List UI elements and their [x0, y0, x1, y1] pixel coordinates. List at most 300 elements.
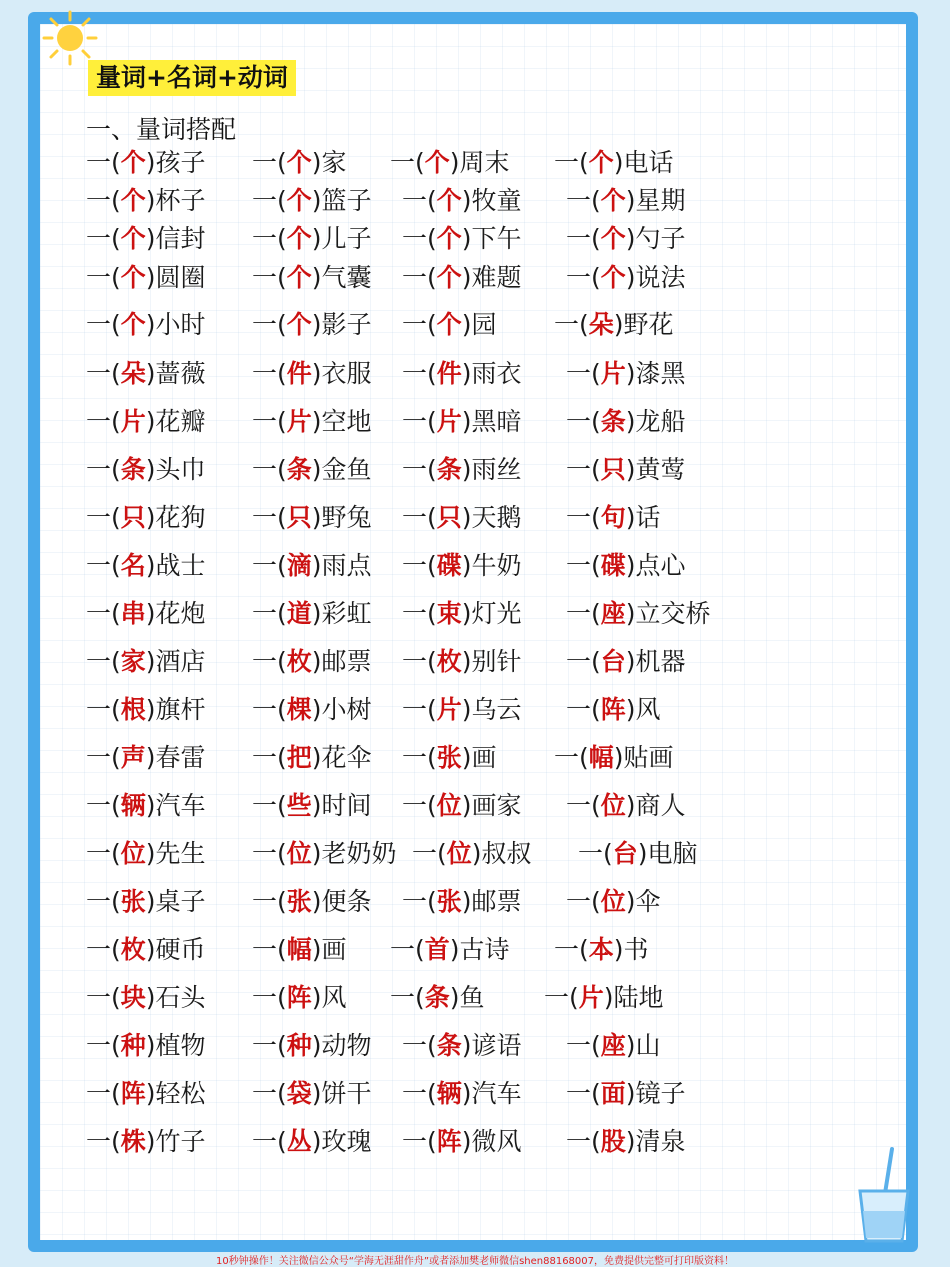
- phrase-prefix: 一(: [252, 263, 287, 292]
- phrase-paren: ): [145, 935, 156, 964]
- measure-phrase: [86, 1030, 206, 1062]
- noun: 空地: [321, 407, 372, 436]
- noun: 叔叔: [481, 839, 532, 868]
- phrase-paren: ): [145, 455, 156, 484]
- phrase-prefix: 一(: [566, 1031, 601, 1060]
- measure-phrase: [402, 886, 522, 918]
- phrase-prefix: 一(: [86, 1031, 121, 1060]
- noun: 先生: [155, 839, 206, 868]
- measure-phrase: [252, 262, 372, 294]
- phrase-prefix: 一(: [86, 455, 121, 484]
- noun: 小时: [155, 310, 206, 339]
- measure-phrase: [402, 309, 497, 341]
- phrase-paren: ): [145, 599, 156, 628]
- noun: 影子: [321, 310, 372, 339]
- phrase-prefix: 一(: [86, 551, 121, 580]
- measure-word: 个: [436, 263, 462, 292]
- phrase-prefix: 一(: [402, 887, 437, 916]
- phrase-paren: ): [311, 695, 322, 724]
- phrase-paren: ): [613, 743, 624, 772]
- measure-word: 位: [600, 887, 626, 916]
- measure-phrase: [252, 742, 372, 774]
- noun: 乌云: [471, 695, 522, 724]
- noun: 蔷薇: [155, 359, 206, 388]
- measure-phrase: [86, 454, 206, 486]
- phrase-paren: ): [461, 791, 472, 820]
- measure-word: 面: [600, 1079, 626, 1108]
- measure-phrase: [86, 502, 206, 534]
- measure-word: 枚: [436, 647, 462, 676]
- phrase-prefix: 一(: [554, 743, 589, 772]
- noun: 雨丝: [471, 455, 522, 484]
- phrase-prefix: 一(: [566, 407, 601, 436]
- measure-word: 件: [286, 359, 312, 388]
- phrase-paren: ): [145, 983, 156, 1012]
- measure-word: 条: [436, 455, 462, 484]
- measure-word: 台: [612, 839, 638, 868]
- measure-word: 个: [120, 224, 146, 253]
- measure-word: 条: [120, 455, 146, 484]
- phrase-prefix: 一(: [252, 647, 287, 676]
- measure-word: 幅: [588, 743, 614, 772]
- measure-phrase: [578, 838, 698, 870]
- noun: 谚语: [471, 1031, 522, 1060]
- phrase-paren: ): [461, 599, 472, 628]
- phrase-prefix: 一(: [86, 263, 121, 292]
- phrase-prefix: 一(: [554, 310, 589, 339]
- measure-phrase: [402, 598, 522, 630]
- phrase-prefix: 一(: [566, 263, 601, 292]
- phrase-prefix: 一(: [252, 1079, 287, 1108]
- measure-word: 张: [436, 887, 462, 916]
- phrase-paren: ): [311, 551, 322, 580]
- phrase-prefix: 一(: [402, 743, 437, 772]
- measure-phrase: [252, 358, 372, 390]
- measure-phrase: [402, 694, 522, 726]
- phrase-prefix: 一(: [86, 887, 121, 916]
- phrase-prefix: 一(: [566, 647, 601, 676]
- noun: 雨点: [321, 551, 372, 580]
- measure-phrase: [252, 598, 372, 630]
- noun: 画: [321, 935, 347, 964]
- measure-word: 只: [600, 455, 626, 484]
- phrase-paren: ): [311, 599, 322, 628]
- measure-word: 个: [436, 186, 462, 215]
- phrase-prefix: 一(: [252, 983, 287, 1012]
- noun: 电脑: [647, 839, 698, 868]
- phrase-paren: ): [311, 743, 322, 772]
- measure-word: 个: [286, 224, 312, 253]
- measure-word: 家: [120, 647, 146, 676]
- phrase-prefix: 一(: [402, 599, 437, 628]
- phrase-prefix: 一(: [554, 148, 589, 177]
- phrase-paren: ): [625, 407, 636, 436]
- phrase-paren: ): [311, 503, 322, 532]
- phrase-paren: ): [311, 1127, 322, 1156]
- measure-word: 个: [286, 310, 312, 339]
- measure-word: 个: [600, 186, 626, 215]
- measure-word: 块: [120, 983, 146, 1012]
- phrase-prefix: 一(: [390, 983, 425, 1012]
- measure-phrase: [402, 550, 522, 582]
- measure-word: 串: [120, 599, 146, 628]
- measure-phrase: [86, 982, 206, 1014]
- noun: 野兔: [321, 503, 372, 532]
- measure-phrase: [554, 309, 674, 341]
- measure-phrase: [86, 694, 206, 726]
- noun: 花狗: [155, 503, 206, 532]
- measure-word: 根: [120, 695, 146, 724]
- noun: 风: [635, 695, 661, 724]
- measure-word: 张: [120, 887, 146, 916]
- noun: 商人: [635, 791, 686, 820]
- measure-word: 枚: [120, 935, 146, 964]
- noun: 信封: [155, 224, 206, 253]
- measure-phrase: [566, 223, 686, 255]
- noun: 圆圈: [155, 263, 206, 292]
- noun: 机器: [635, 647, 686, 676]
- noun: 旗杆: [155, 695, 206, 724]
- measure-phrase: [390, 982, 485, 1014]
- measure-phrase: [402, 502, 522, 534]
- phrase-paren: ): [461, 743, 472, 772]
- noun: 头巾: [155, 455, 206, 484]
- noun: 下午: [471, 224, 522, 253]
- noun: 小树: [321, 695, 372, 724]
- measure-word: 个: [120, 263, 146, 292]
- phrase-paren: ): [145, 1079, 156, 1108]
- measure-word: 位: [120, 839, 146, 868]
- measure-phrase: [402, 223, 522, 255]
- noun: 清泉: [635, 1127, 686, 1156]
- noun: 镜子: [635, 1079, 686, 1108]
- phrase-prefix: 一(: [566, 1079, 601, 1108]
- noun: 孩子: [155, 148, 206, 177]
- noun: 牛奶: [471, 551, 522, 580]
- noun: 汽车: [155, 791, 206, 820]
- measure-word: 阵: [286, 983, 312, 1012]
- noun: 汽车: [471, 1079, 522, 1108]
- noun: 植物: [155, 1031, 206, 1060]
- measure-phrase: [86, 1126, 206, 1158]
- phrase-prefix: 一(: [554, 935, 589, 964]
- phrase-paren: ): [311, 1079, 322, 1108]
- phrase-prefix: 一(: [402, 1127, 437, 1156]
- measure-word: 只: [436, 503, 462, 532]
- phrase-paren: ): [145, 407, 156, 436]
- phrase-paren: ): [145, 647, 156, 676]
- phrase-prefix: 一(: [86, 743, 121, 772]
- measure-word: 种: [286, 1031, 312, 1060]
- noun: 山: [635, 1031, 661, 1060]
- phrase-paren: ): [461, 1079, 472, 1108]
- phrase-paren: ): [145, 695, 156, 724]
- measure-word: 滴: [286, 551, 312, 580]
- footer-note: 10秒钟操作！关注微信公众号“学海无涯甜作舟”或者添加樊老师微信shen88168007，免费提供完整可打印版资料！: [215, 1256, 735, 1267]
- phrase-prefix: 一(: [402, 455, 437, 484]
- noun: 儿子: [321, 224, 372, 253]
- phrase-paren: ): [461, 503, 472, 532]
- measure-phrase: [252, 838, 397, 870]
- phrase-paren: ): [625, 599, 636, 628]
- measure-word: 束: [436, 599, 462, 628]
- phrase-paren: ): [311, 148, 322, 177]
- measure-word: 朵: [588, 310, 614, 339]
- measure-phrase: [566, 502, 661, 534]
- measure-phrase: [402, 646, 522, 678]
- phrase-prefix: 一(: [252, 935, 287, 964]
- noun: 微风: [471, 1127, 522, 1156]
- measure-phrase: [402, 454, 522, 486]
- measure-phrase: [86, 646, 206, 678]
- measure-word: 位: [436, 791, 462, 820]
- phrase-prefix: 一(: [252, 503, 287, 532]
- noun: 风: [321, 983, 347, 1012]
- phrase-prefix: 一(: [252, 791, 287, 820]
- phrase-paren: ): [449, 983, 460, 1012]
- measure-word: 些: [286, 791, 312, 820]
- measure-word: 声: [120, 743, 146, 772]
- measure-word: 片: [578, 983, 604, 1012]
- noun: 龙船: [635, 407, 686, 436]
- phrase-prefix: 一(: [252, 551, 287, 580]
- measure-phrase: [390, 934, 510, 966]
- measure-phrase: [402, 742, 497, 774]
- noun: 别针: [471, 647, 522, 676]
- measure-word: 片: [436, 695, 462, 724]
- noun: 桌子: [155, 887, 206, 916]
- measure-phrase: [252, 790, 372, 822]
- noun: 邮票: [321, 647, 372, 676]
- noun: 金鱼: [321, 455, 372, 484]
- phrase-prefix: 一(: [402, 310, 437, 339]
- measure-word: 张: [436, 743, 462, 772]
- phrase-prefix: 一(: [402, 224, 437, 253]
- phrase-prefix: 一(: [252, 359, 287, 388]
- measure-word: 位: [286, 839, 312, 868]
- measure-phrase: [566, 262, 686, 294]
- measure-word: 片: [436, 407, 462, 436]
- measure-phrase: [86, 406, 206, 438]
- measure-word: 只: [286, 503, 312, 532]
- measure-phrase: [252, 147, 347, 179]
- noun: 杯子: [155, 186, 206, 215]
- measure-word: 个: [600, 224, 626, 253]
- measure-word: 阵: [436, 1127, 462, 1156]
- phrase-paren: ): [625, 647, 636, 676]
- measure-phrase: [86, 790, 206, 822]
- phrase-prefix: 一(: [252, 186, 287, 215]
- measure-phrase: [566, 1126, 686, 1158]
- phrase-prefix: 一(: [86, 695, 121, 724]
- phrase-paren: ): [145, 887, 156, 916]
- measure-word: 个: [120, 186, 146, 215]
- measure-word: 条: [286, 455, 312, 484]
- measure-word: 条: [424, 983, 450, 1012]
- phrase-paren: ): [603, 983, 614, 1012]
- phrase-paren: ): [145, 224, 156, 253]
- phrase-prefix: 一(: [390, 148, 425, 177]
- phrase-prefix: 一(: [566, 1127, 601, 1156]
- measure-phrase: [554, 742, 674, 774]
- measure-phrase: [86, 742, 206, 774]
- phrase-prefix: 一(: [566, 503, 601, 532]
- phrase-paren: ): [311, 887, 322, 916]
- measure-phrase: [402, 262, 522, 294]
- phrase-paren: ): [311, 935, 322, 964]
- measure-phrase: [566, 185, 686, 217]
- phrase-paren: ): [311, 1031, 322, 1060]
- phrase-prefix: 一(: [252, 1031, 287, 1060]
- measure-phrase: [252, 309, 372, 341]
- measure-phrase: [86, 1078, 206, 1110]
- phrase-prefix: 一(: [86, 1079, 121, 1108]
- phrase-paren: ): [625, 224, 636, 253]
- measure-phrase: [402, 1030, 522, 1062]
- phrase-prefix: 一(: [402, 359, 437, 388]
- phrase-paren: ): [461, 455, 472, 484]
- phrase-prefix: 一(: [566, 359, 601, 388]
- measure-phrase: [86, 309, 206, 341]
- measure-phrase: [252, 646, 372, 678]
- phrase-prefix: 一(: [402, 791, 437, 820]
- measure-phrase: [86, 358, 206, 390]
- phrase-paren: ): [637, 839, 648, 868]
- measure-phrase: [566, 550, 686, 582]
- noun: 花伞: [321, 743, 372, 772]
- noun: 说法: [635, 263, 686, 292]
- noun: 话: [635, 503, 661, 532]
- measure-word: 棵: [286, 695, 312, 724]
- phrase-prefix: 一(: [390, 935, 425, 964]
- phrase-paren: ): [145, 1127, 156, 1156]
- measure-word: 张: [286, 887, 312, 916]
- phrase-prefix: 一(: [402, 551, 437, 580]
- measure-phrase: [566, 790, 686, 822]
- phrase-prefix: 一(: [86, 310, 121, 339]
- measure-word: 辆: [120, 791, 146, 820]
- measure-phrase: [402, 1078, 522, 1110]
- measure-phrase: [566, 406, 686, 438]
- phrase-paren: ): [145, 148, 156, 177]
- phrase-prefix: 一(: [402, 263, 437, 292]
- noun: 古诗: [459, 935, 510, 964]
- phrase-paren: ): [461, 224, 472, 253]
- measure-phrase: [252, 454, 372, 486]
- phrase-paren: ): [145, 743, 156, 772]
- noun: 石头: [155, 983, 206, 1012]
- measure-word: 种: [120, 1031, 146, 1060]
- measure-word: 片: [600, 359, 626, 388]
- measure-phrase: [566, 1030, 661, 1062]
- noun: 动物: [321, 1031, 372, 1060]
- phrase-paren: ): [311, 983, 322, 1012]
- noun: 漆黑: [635, 359, 686, 388]
- noun: 战士: [155, 551, 206, 580]
- phrase-paren: ): [145, 791, 156, 820]
- measure-word: 股: [600, 1127, 626, 1156]
- measure-phrase: [86, 147, 206, 179]
- phrase-paren: ): [625, 1031, 636, 1060]
- phrase-paren: ): [613, 310, 624, 339]
- phrase-prefix: 一(: [578, 839, 613, 868]
- phrase-paren: ): [145, 359, 156, 388]
- measure-word: 个: [286, 263, 312, 292]
- measure-word: 句: [600, 503, 626, 532]
- noun: 黄莺: [635, 455, 686, 484]
- phrase-prefix: 一(: [252, 695, 287, 724]
- measure-word: 条: [600, 407, 626, 436]
- noun: 硬币: [155, 935, 206, 964]
- measure-word: 只: [120, 503, 146, 532]
- phrase-prefix: 一(: [86, 599, 121, 628]
- phrase-prefix: 一(: [252, 148, 287, 177]
- phrase-paren: ): [461, 310, 472, 339]
- noun: 彩虹: [321, 599, 372, 628]
- phrase-prefix: 一(: [402, 695, 437, 724]
- measure-word: 条: [436, 1031, 462, 1060]
- phrase-prefix: 一(: [252, 455, 287, 484]
- phrase-paren: ): [461, 186, 472, 215]
- noun: 立交桥: [635, 599, 711, 628]
- page-title: 量词+名词+动词: [88, 60, 296, 96]
- phrase-prefix: 一(: [252, 599, 287, 628]
- phrase-paren: ): [625, 359, 636, 388]
- noun: 星期: [635, 186, 686, 215]
- measure-word: 座: [600, 599, 626, 628]
- phrase-paren: ): [461, 1031, 472, 1060]
- phrase-paren: ): [625, 551, 636, 580]
- measure-phrase: [402, 790, 522, 822]
- measure-word: 道: [286, 599, 312, 628]
- phrase-paren: ): [461, 647, 472, 676]
- measure-word: 首: [424, 935, 450, 964]
- noun: 勺子: [635, 224, 686, 253]
- measure-phrase: [252, 1126, 372, 1158]
- measure-phrase: [554, 147, 674, 179]
- measure-phrase: [252, 502, 372, 534]
- measure-word: 个: [120, 310, 146, 339]
- noun: 电话: [623, 148, 674, 177]
- phrase-paren: ): [311, 224, 322, 253]
- measure-word: 个: [424, 148, 450, 177]
- phrase-prefix: 一(: [402, 407, 437, 436]
- measure-phrase: [390, 147, 510, 179]
- measure-word: 位: [600, 791, 626, 820]
- noun: 牧童: [471, 186, 522, 215]
- measure-phrase: [252, 223, 372, 255]
- phrase-paren: ): [145, 263, 156, 292]
- phrase-paren: ): [311, 407, 322, 436]
- phrase-paren: ): [461, 551, 472, 580]
- noun: 春雷: [155, 743, 206, 772]
- phrase-prefix: 一(: [566, 186, 601, 215]
- noun: 花瓣: [155, 407, 206, 436]
- measure-phrase: [412, 838, 532, 870]
- noun: 时间: [321, 791, 372, 820]
- section-heading: 一、量词搭配: [86, 115, 237, 144]
- phrase-prefix: 一(: [566, 551, 601, 580]
- phrase-paren: ): [311, 455, 322, 484]
- measure-phrase: [86, 550, 206, 582]
- phrase-prefix: 一(: [252, 1127, 287, 1156]
- phrase-prefix: 一(: [86, 839, 121, 868]
- measure-word: 碟: [436, 551, 462, 580]
- phrase-prefix: 一(: [252, 887, 287, 916]
- phrase-prefix: 一(: [86, 983, 121, 1012]
- measure-word: 个: [286, 186, 312, 215]
- measure-word: 阵: [120, 1079, 146, 1108]
